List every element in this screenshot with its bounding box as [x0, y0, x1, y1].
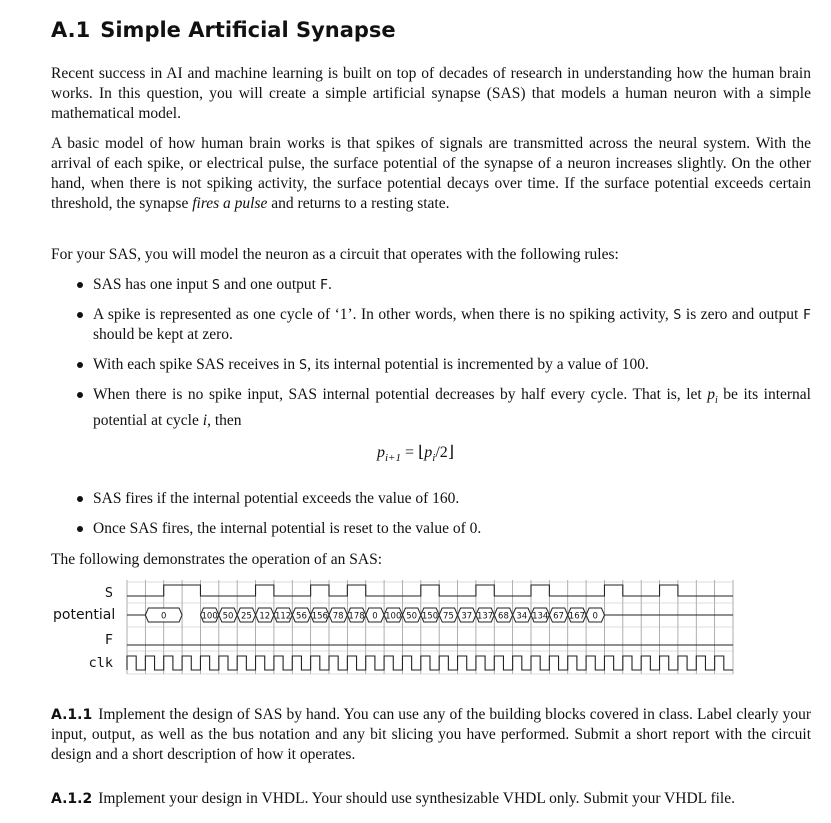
potential-value: 56 [296, 611, 307, 622]
subsection-a12: A.1.2 Implement your design in VHDL. Your should use synthesizable VHDL only. Submit your VHDL file. [51, 790, 735, 807]
potential-value: 0 [592, 611, 598, 622]
potential-value: 167 [568, 611, 586, 622]
section-heading [51, 18, 396, 42]
rule-spike: A spike is represented as one cycle of ‘1’. In other words, when there is no spiking activity, S is zero and output F should be kept at zero. [93, 306, 811, 343]
bullet-dot [77, 496, 83, 502]
rule-io: SAS has one input S and one output F. [93, 276, 332, 293]
model-paragraph: A basic model of how human brain works is that spikes of signals are transmitted across the neural system. With the arrival of each spike, or electrical pulse, the surface potential of the synapse of a neuron increases slightly. On the other hand, when there is not spiking activity, the surface potential decays over time. If the surface potential exceeds certain threshold, the synapse fires a pulse and returns to a resting state. [51, 135, 811, 212]
signal-label-clk: clk [88, 655, 113, 671]
bullet-dot [77, 526, 83, 532]
potential-value: 68 [498, 611, 509, 622]
potential-value: 0 [161, 611, 167, 622]
rule-fire: SAS fires if the internal potential exceeds the value of 160. [93, 490, 460, 507]
subsection-a11: A.1.1 Implement the design of SAS by hand. You can use any of the building blocks covered in class. Label clearly your input, output, as well as the bus notation and any bit slicing you have performed. Submit a short report with the circuit design and a short description of how it operates. [51, 706, 811, 763]
potential-value: 134 [532, 611, 549, 622]
intro-paragraph: Recent success in AI and machine learning is built on top of decades of research in understanding how the human brain works. In this question, you will create a simple artificial synapse (SAS) that models a human neuron with a simple mathematical model. [51, 65, 811, 122]
potential-value: 67 [553, 611, 564, 622]
potential-value: 50 [406, 611, 418, 622]
signal-label-potential: potential [53, 607, 116, 623]
potential-value: 78 [332, 611, 344, 622]
subsection-number: A.1.1 [51, 707, 93, 723]
potential-value: 50 [222, 611, 234, 622]
potential-value: 100 [385, 611, 402, 622]
decay-equation: $p_{i+1}$ = $⌊p_i/2⌋$ [377, 444, 454, 465]
bullet-dot [77, 312, 83, 318]
potential-value: 34 [516, 611, 528, 622]
potential-value: 75 [442, 611, 454, 622]
signal-label-f: F [104, 632, 113, 648]
potential-value: 150 [421, 611, 439, 622]
potential-value: 12 [259, 611, 271, 622]
bullet-dot [77, 282, 83, 288]
s-waveform [127, 585, 733, 596]
bullet-dot [77, 392, 83, 398]
potential-value: 25 [240, 611, 252, 622]
subsection-number: A.1.2 [51, 791, 93, 807]
potential-value: 0 [372, 611, 378, 622]
potential-value: 156 [311, 611, 328, 622]
signal-label-s: S [104, 585, 113, 601]
potential-value: 112 [274, 611, 292, 622]
clk-waveform [127, 656, 733, 670]
potential-value: 100 [201, 611, 218, 622]
potential-value: 178 [348, 611, 365, 622]
rule-decay: When there is no spike input, SAS internal potential decreases by half every cycle. That is, let $p_i$ be its internal potential at cycle i, then [93, 386, 811, 430]
rule-reset: Once SAS fires, the internal potential is reset to the value of 0. [93, 520, 482, 537]
demo-intro: The following demonstrates the operation of an SAS: [51, 551, 383, 568]
bullet-dot [77, 362, 83, 368]
rules-intro: For your SAS, you will model the neuron as a circuit that operates with the following rules: [51, 246, 619, 263]
section-title: Simple Artificial Synapse [100, 18, 396, 42]
fires-emphasis: fires a pulse [192, 195, 268, 212]
potential-value: 137 [476, 611, 494, 622]
section-number: A.1 [51, 18, 91, 42]
rule-increment: With each spike SAS receives in S, its internal potential is incremented by a value of 100. [93, 356, 649, 373]
timing-diagram [0, 578, 831, 678]
potential-value: 37 [461, 611, 473, 622]
